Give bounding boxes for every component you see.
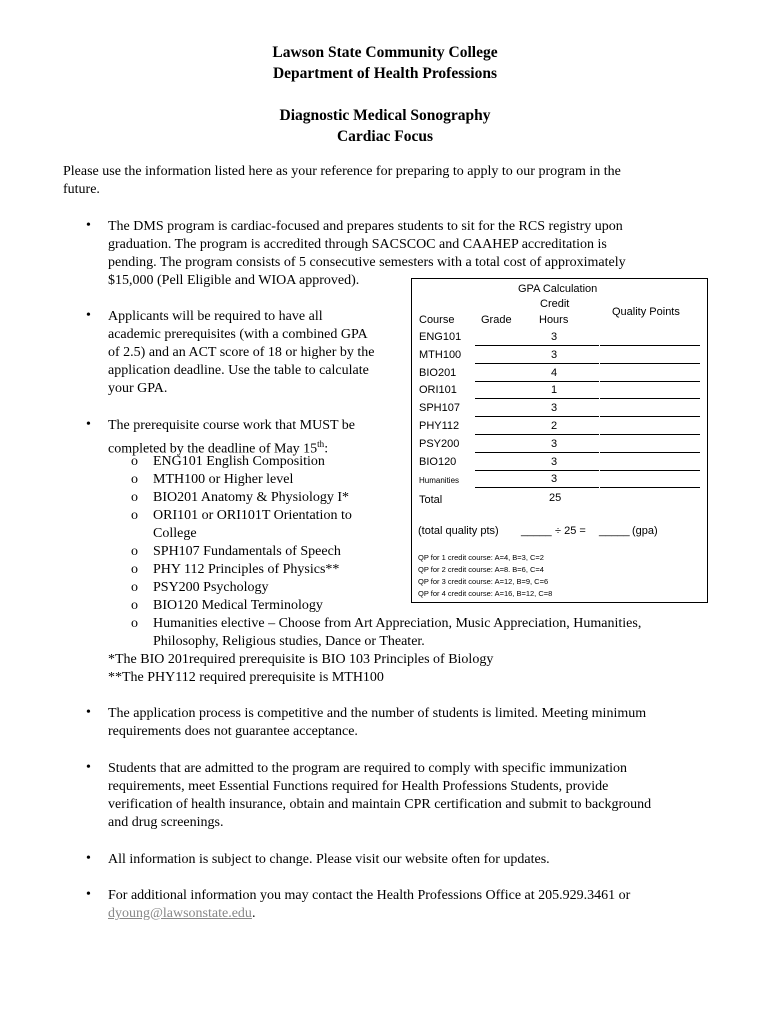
course-item: MTH100 or Higher level bbox=[153, 472, 294, 487]
gpa-row-credit-hours: 4 bbox=[551, 366, 558, 379]
bullet6-line: All information is subject to change. Please visit our website often for updates. bbox=[108, 852, 550, 867]
gpa-row-grade-blank[interactable] bbox=[475, 363, 599, 364]
colon: : bbox=[324, 441, 329, 457]
bullet-icon: • bbox=[86, 851, 91, 866]
department-name: Department of Health Professions bbox=[272, 65, 497, 82]
gpa-row-quality-points-blank[interactable] bbox=[600, 487, 700, 488]
gpa-row-quality-points-blank[interactable] bbox=[600, 470, 700, 471]
qp-note: QP for 4 credit course: A=16, B=12, C=8 bbox=[418, 589, 553, 598]
bullet1-line-4: $15,000 (Pell Eligible and WIOA approved). bbox=[108, 273, 360, 288]
gpa-row-grade-blank[interactable] bbox=[475, 381, 599, 382]
bullet3-line-1: The prerequisite course work that MUST be bbox=[108, 418, 356, 433]
gpa-row-course: PSY200 bbox=[419, 437, 460, 450]
bullet5-line-1: Students that are admitted to the program are required to comply with specific immunization bbox=[108, 761, 628, 776]
course-item: BIO201 Anatomy & Physiology I* bbox=[153, 490, 350, 505]
gpa-row-credit-hours: 3 bbox=[551, 402, 558, 415]
course-item-continuation: College bbox=[153, 526, 197, 541]
col-header-quality-points: Quality Points bbox=[612, 306, 680, 318]
gpa-row-course: ENG101 bbox=[419, 331, 462, 343]
gpa-row-credit-hours: 3 bbox=[551, 473, 558, 486]
gpa-row-grade-blank[interactable] bbox=[475, 398, 599, 399]
gpa-row-quality-points-blank[interactable] bbox=[600, 416, 700, 417]
gpa-row-grade-blank[interactable] bbox=[475, 452, 599, 453]
gpa-row-grade-blank[interactable] bbox=[475, 470, 599, 471]
course-item-continuation: Philosophy, Religious studies, Dance or Theater. bbox=[153, 634, 425, 649]
course-item: PHY 112 Principles of Physics** bbox=[153, 562, 340, 577]
ordinal-suffix: th bbox=[317, 439, 325, 449]
total-credit-hours: 25 bbox=[549, 492, 562, 504]
gpa-row-grade-blank[interactable] bbox=[475, 416, 599, 417]
intro-line-1: Please use the information listed here as your reference for preparing to apply to our program in the bbox=[63, 164, 621, 179]
bullet2-line-2: academic prerequisites (with a combined GPA bbox=[108, 327, 368, 342]
bullet7-line-2 bbox=[108, 905, 255, 923]
gpa-row-quality-points-blank[interactable] bbox=[600, 434, 700, 435]
prereq-note-2: **The PHY112 required prerequisite is MTH100 bbox=[108, 670, 384, 685]
bullet2-line-4: application deadline. Use the table to calculate bbox=[108, 363, 369, 378]
course-item: PSY200 Psychology bbox=[153, 580, 269, 595]
course-item: Humanities elective – Choose from Art Appreciation, Music Appreciation, Humanities, bbox=[153, 616, 642, 631]
college-name: Lawson State Community College bbox=[272, 44, 498, 61]
bullet-icon: • bbox=[86, 417, 91, 432]
sub-bullet-icon: o bbox=[131, 454, 138, 469]
gpa-row-credit-hours: 3 bbox=[551, 348, 558, 361]
gpa-row-quality-points-blank[interactable] bbox=[600, 381, 700, 382]
program-title: Diagnostic Medical Sonography bbox=[279, 107, 491, 124]
sub-bullet-icon: o bbox=[131, 580, 138, 595]
gpa-row-quality-points-blank[interactable] bbox=[600, 363, 700, 364]
bullet5-line-2: requirements, meet Essential Functions required for Health Professions Students, provide bbox=[108, 779, 609, 794]
period: . bbox=[251, 906, 256, 921]
gpa-row-grade-blank[interactable] bbox=[475, 434, 599, 435]
gpa-row-grade-blank[interactable] bbox=[475, 345, 599, 346]
sub-bullet-icon: o bbox=[131, 544, 138, 559]
formula-gpa-label: (gpa) bbox=[632, 525, 658, 537]
bullet1-line-1: The DMS program is cardiac-focused and prepares students to sit for the RCS registry upon bbox=[108, 219, 623, 234]
course-item: BIO120 Medical Terminology bbox=[153, 598, 323, 613]
course-item: ENG101 English Composition bbox=[153, 454, 325, 469]
program-focus: Cardiac Focus bbox=[336, 128, 433, 145]
gpa-row-credit-hours: 1 bbox=[551, 384, 558, 397]
bullet2-line-1: Applicants will be required to have all bbox=[108, 309, 323, 324]
formula-blank-gpa[interactable]: _____ bbox=[599, 525, 630, 537]
bullet-icon: • bbox=[86, 308, 91, 323]
formula-blank-quality-points[interactable]: _____ bbox=[521, 525, 552, 537]
bullet-icon: • bbox=[86, 887, 91, 902]
formula-label: (total quality pts) bbox=[418, 525, 499, 537]
gpa-row-course: Humanities bbox=[419, 476, 460, 486]
qp-note: QP for 3 credit course: A=12, B=9, C=6 bbox=[418, 577, 549, 586]
qp-note: QP for 1 credit course: A=4, B=3, C=2 bbox=[418, 553, 544, 562]
deadline-text: completed by the deadline of May 15 bbox=[108, 441, 318, 457]
bullet4-line-2: requirements does not guarantee acceptance. bbox=[108, 724, 358, 739]
bullet7-line-1: For additional information you may contact the Health Professions Office at 205.929.3461 or bbox=[108, 888, 631, 903]
bullet2-line-5: your GPA. bbox=[108, 381, 168, 396]
intro-line-2: future. bbox=[63, 182, 100, 197]
sub-bullet-icon: o bbox=[131, 616, 138, 631]
sub-bullet-icon: o bbox=[131, 472, 138, 487]
col-header-course: Course bbox=[419, 314, 455, 326]
gpa-row-credit-hours: 2 bbox=[551, 420, 558, 432]
bullet5-line-3: verification of health insurance, obtain and maintain CPR certification and submit to background bbox=[108, 797, 652, 812]
sub-bullet-icon: o bbox=[131, 562, 138, 577]
qp-note: QP for 2 credit course: A=8. B=6, C=4 bbox=[418, 565, 544, 574]
gpa-row-course: SPH107 bbox=[419, 402, 460, 415]
email-link[interactable]: dyoung@lawsonstate.edu bbox=[108, 906, 252, 921]
prereq-note-1: *The BIO 201required prerequisite is BIO 103 Principles of Biology bbox=[108, 652, 494, 667]
bullet1-line-3: pending. The program consists of 5 consecutive semesters with a total cost of approximately bbox=[108, 255, 626, 270]
bullet2-line-3: of 2.5) and an ACT score of 18 or higher by the bbox=[108, 345, 375, 360]
col-header-hours: Hours bbox=[539, 314, 569, 326]
gpa-row-course: MTH100 bbox=[419, 348, 462, 361]
course-item: ORI101 or ORI101T Orientation to bbox=[153, 508, 352, 523]
gpa-table-title: GPA Calculation bbox=[518, 283, 598, 295]
col-header-credit: Credit bbox=[540, 298, 570, 310]
gpa-row-course: PHY112 bbox=[419, 420, 460, 432]
bullet5-line-4: and drug screenings. bbox=[108, 815, 224, 830]
gpa-row-course: ORI101 bbox=[419, 384, 457, 397]
col-header-grade: Grade bbox=[481, 314, 512, 326]
gpa-row-credit-hours: 3 bbox=[551, 455, 558, 468]
course-item: SPH107 Fundamentals of Speech bbox=[153, 544, 341, 559]
bullet1-line-2: graduation. The program is accredited through SACSCOC and CAAHEP accreditation is bbox=[108, 237, 607, 252]
sub-bullet-icon: o bbox=[131, 508, 138, 523]
total-label: Total bbox=[419, 494, 443, 506]
bullet-icon: • bbox=[86, 218, 91, 233]
gpa-calculation-table bbox=[411, 278, 708, 603]
gpa-row-credit-hours: 3 bbox=[551, 331, 558, 343]
bullet-icon: • bbox=[86, 705, 91, 720]
bullet-icon: • bbox=[86, 760, 91, 775]
sub-bullet-icon: o bbox=[131, 598, 138, 613]
gpa-row-course: BIO120 bbox=[419, 455, 457, 468]
sub-bullet-icon: o bbox=[131, 490, 138, 505]
gpa-row-course: BIO201 bbox=[419, 366, 457, 379]
gpa-row-quality-points-blank[interactable] bbox=[600, 398, 700, 399]
gpa-row-grade-blank[interactable] bbox=[475, 487, 599, 488]
gpa-row-credit-hours: 3 bbox=[551, 437, 558, 450]
formula-divide: ÷ 25 = bbox=[555, 525, 586, 537]
gpa-row-quality-points-blank[interactable] bbox=[600, 452, 700, 453]
gpa-row-quality-points-blank[interactable] bbox=[600, 345, 700, 346]
bullet4-line-1: The application process is competitive and the number of students is limited. Meeting minimum bbox=[108, 706, 647, 721]
